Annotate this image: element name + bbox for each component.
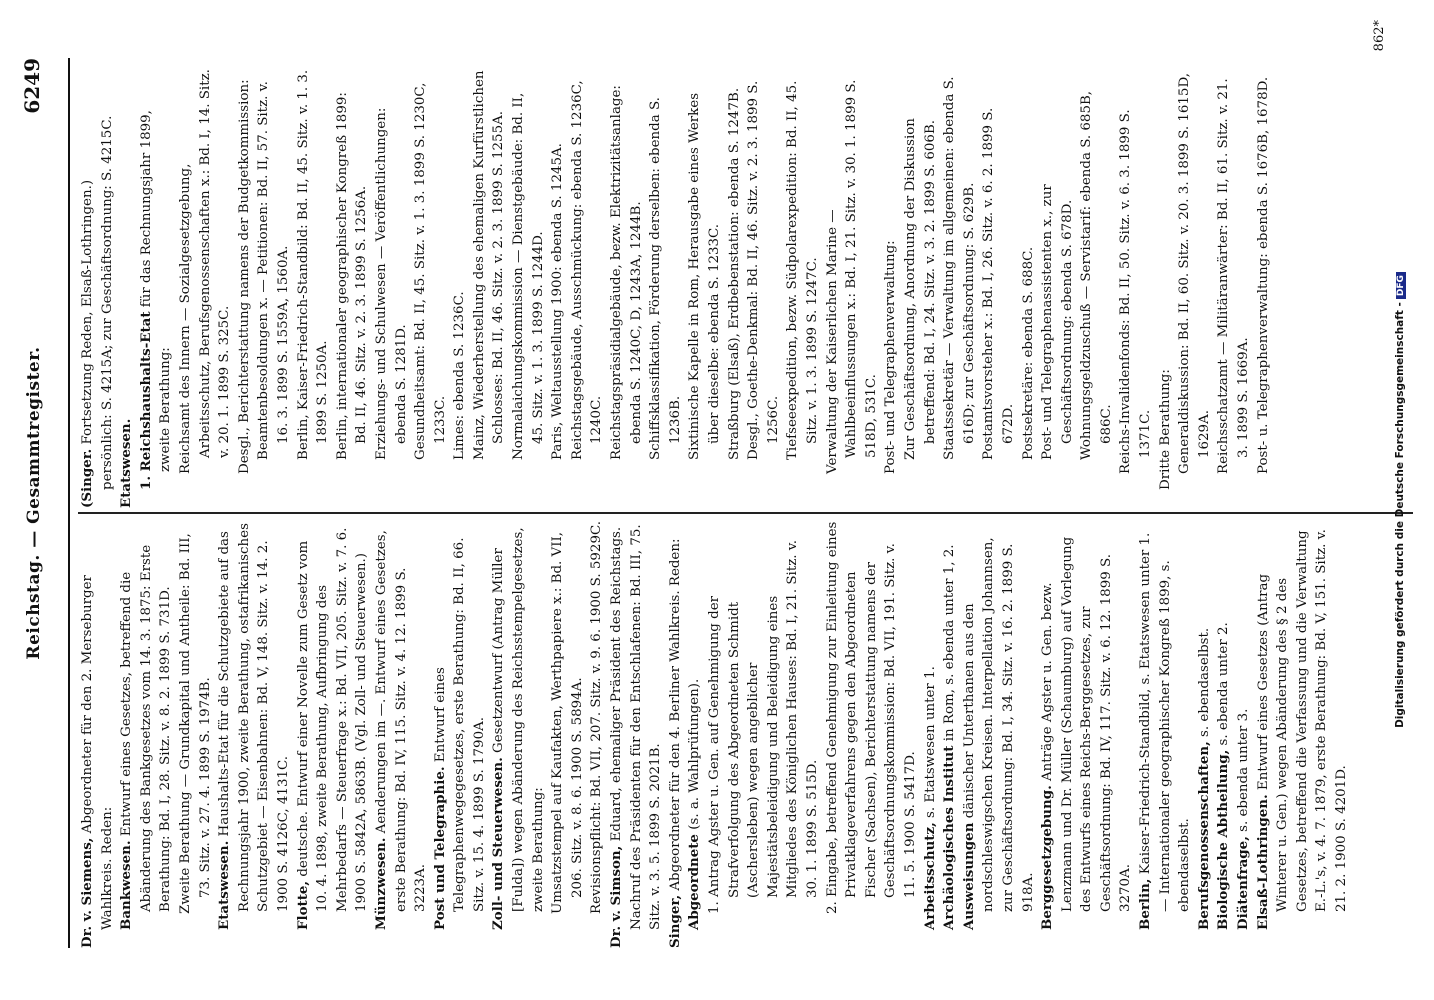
entry-text: Abgeordneter für den 4. Berliner Wahlkreis. Reden: (667, 538, 683, 891)
entry-text: s. Etatswesen unter 1. (922, 666, 938, 818)
entry-text: Reichstagspräsidialgebäude, bezw. Elektrizitätsanlage: ebenda S. 1240C, D, 1243A, 1244B. (609, 85, 644, 460)
entry-heading: Flotte, (294, 880, 311, 930)
index-entry (881, 68, 901, 508)
index-entry (470, 68, 509, 508)
entry-text: Wohnungsgeldzuschuß — Servistarif: ebenda S. 685B, 686C. (1079, 90, 1114, 460)
index-entry (744, 68, 783, 508)
index-entry (294, 68, 333, 508)
index-entry (607, 68, 646, 508)
entry-text: Normalaichungskommission — Dienstgebäude: Bd. II, 45. Sitz. v. 1. 3. 1899 S. 1244D. (511, 92, 546, 460)
entry-heading: Dr. v. Simson, (608, 845, 625, 948)
entry-text: Eduard, ehemaliger Präsident des Reichstags. Nachruf des Präsidenten für den Entschlafenen: Bd. III, 75. Sitz. v. 3. 5. 1899 S. 2021B. (609, 524, 664, 930)
entry-text: für das Rechnungsjahr 1899, zweite Berathung: (138, 110, 174, 472)
entry-heading: Bankwesen. (118, 840, 135, 930)
index-entry (568, 68, 607, 508)
index-entry (960, 520, 1038, 948)
entry-text: (s. a. Wahlprüfungen). (687, 678, 703, 830)
index-entry (431, 520, 490, 948)
digitization-note (1394, 4, 1406, 996)
index-entry (450, 68, 470, 508)
entry-text: Reichsamt des Innern — Sozialgesetzgebung, Arbeitsschutz, Berufsgenossenschaften x.: Bd. I, 14. Sitz. v. 20. 1. 1899 S. 325C. (177, 69, 233, 474)
index-entry (372, 520, 431, 948)
entry-text: Schiffsklassifikation, Förderung derselben: ebenda S. 1236B. (648, 97, 683, 460)
entry-text: Entwurf eines Gesetzes, betreffend die Abänderung des Bankgesetzes vom 14. 3. 1875: Erste Berathung: Bd. I, 28. Sitz. v. 8. 2. 1899 S. 731D. (119, 544, 174, 912)
index-entry (117, 68, 137, 508)
dfg-logo: DFG (1396, 272, 1406, 299)
index-entry (705, 520, 823, 948)
index-entry (1038, 68, 1077, 508)
entry-heading: Post und Telegraphie. (431, 766, 448, 930)
index-entry (372, 68, 411, 508)
entry-text: Reichstagsgebäude, Ausschmückung: ebenda S. 1236C, 1240C. (569, 80, 605, 460)
entry-text: Beamtenbesoldungen x. — Petitionen: Bd. II, 57. Sitz. v. 16. 3. 1899 S. 1559A, 1560A. (256, 81, 291, 460)
entry-heading: Zoll- und Steuerwesen. (490, 757, 507, 930)
index-entry (607, 520, 666, 948)
index-entry (117, 520, 176, 948)
index-entry (725, 68, 745, 508)
entry-text: Zur Geschäftsordnung, Anordnung der Diskussion betreffend: Bd. I, 24. Sitz. v. 3. 2. 1899 S. 606B. (902, 118, 938, 460)
page-header (18, 58, 70, 948)
page-number: 6249 (20, 58, 44, 114)
index-entry (1038, 520, 1136, 948)
entry-heading: Berufsgenossenschaften, (1195, 741, 1212, 930)
entry-text: Post- und Telegraphenassistenten x., zur Geschäftsordnung: ebenda S. 678D. (1040, 184, 1075, 460)
entry-heading: Archäologisches Institut (941, 745, 958, 930)
index-entry (137, 68, 176, 508)
entry-text: Entwurf eines Gesetzes (Antrag Winterer u. Gen.) wegen Abänderung des § 2 des Gesetzes, betreffend die Verfassung und die Verwaltung E.-L.'s, v. 4. 7. 1879, erste Berathung: Bd. V, 151. Sitz. v. 21. 2. 1900 S. 4201D. (1255, 529, 1349, 912)
entry-text: Verwaltung der Kaiserlichen Marine — Wahlbeeinflussungen x.: Bd. I, 21. Sitz. v. 30. 1. 1899 S. 518D, 531C. (824, 79, 879, 474)
page-title: Reichstag. — Gesammtregister. (24, 346, 44, 660)
entry-heading: Diätenfrage, (1235, 836, 1252, 930)
entry-text: Gesetzentwurf (Antrag Müller [Fulda]) wegen Abänderung des Reichsstempelgesetzes, zweite Berathung: (491, 527, 546, 912)
digitization-text: Digitalisierung gefördert durch die Deutsche Forschungsgemeinschaft - (1394, 302, 1406, 728)
entry-text: Post- u. Telegraphenverwaltung: ebenda S. 1676B, 1678D. (1255, 76, 1271, 474)
entry-text: 2. Eingabe, betreffend Genehmigung zur Einleitung eines Privatklageverfahrens gegen den Abgeordneten Fischer (Sachsen), Berichterstattung namens der Geschäftsordnungskommission: Bd. VII, 191. Sitz. v. 11. 5. 1900 S. 5417D. (824, 521, 918, 914)
index-entry (176, 68, 235, 508)
index-entry (1136, 520, 1195, 948)
entry-text: Zweite Berathung — Grundkapital und Antheile: Bd. III, 73. Sitz. v. 27. 4. 1899 S. 1974B. (177, 533, 213, 914)
entry-text: Aenderungen im —. Entwurf eines Gesetzes, erste Berathung: Bd. IV, 115. Sitz. v. 4. 12. 1899 S. 3223A. (373, 530, 429, 912)
entry-text: Umsatzstempel auf Kaufakten, Werthpapiere x.: Bd. VII, 206. Sitz. v. 8. 6. 1900 S. 5894A. (550, 531, 585, 914)
entry-heading: Etatswesen. (118, 418, 135, 508)
index-entry (587, 520, 607, 948)
entry-text: s. ebenda unter 3. (1236, 708, 1252, 832)
entry-text: Straßburg (Elsaß), Erdbebenstation: ebenda S. 1247B. (726, 87, 742, 460)
entry-heading: (Singer. (79, 448, 95, 508)
entry-text: Postsekretäre: ebenda S. 688C. (1020, 246, 1036, 460)
index-entry (509, 68, 548, 508)
entry-text: deutsche. Entwurf einer Novelle zum Gesetz vom 10. 4. 1898, zweite Berathung, Aufbringung des Mehrbedarfs — Steuerfrage x.: Bd. VII, 205. Sitz. v. 7. 6. 1900 S. 5842A, 5863B. (Vgl. Zoll- und Steuerwesen.) (295, 527, 370, 912)
entry-heading: Berggesetzgebung. (1039, 785, 1056, 930)
index-entry (1019, 68, 1039, 508)
entry-text: Tiefseeexpedition, bezw. Südpolarexpedition: Bd. II, 45. Sitz. v. 1. 3. 1899 S. 1247C. (785, 80, 820, 460)
entry-text: persönlich: S. 4215A; zur Geschäftsordnung: S. 4215C. (99, 115, 115, 490)
index-entry (783, 68, 822, 508)
entry-heading: 1. Reichshaushalts-Etat (137, 311, 154, 490)
index-entry (979, 68, 1018, 508)
entry-heading: Dr. v. Siemens, (79, 837, 95, 948)
index-entry (489, 520, 548, 948)
index-entry (548, 520, 587, 948)
entry-text: Desgl., Goethe-Denkmal: Bd. II, 46. Sitz. v. 2. 3. 1899 S. 1256C. (746, 80, 781, 460)
entry-text: Staatssekretär — Verwaltung im allgemeinen: ebenda S. 616D; zur Geschäftsordnung: S. 629B. (942, 76, 977, 460)
index-entry (176, 520, 215, 948)
index-entry (98, 68, 118, 508)
index-entry (215, 520, 293, 948)
entry-text: Revisionspflicht: Bd. VII, 207. Sitz. v. 9. 6. 1900 S. 5929C. (589, 521, 605, 914)
index-entry (78, 520, 117, 948)
index-entry (666, 520, 686, 948)
entry-text: Berlin, Kaiser-Friedrich-Standbild: Bd. II, 45. Sitz. v. 1. 3. 1899 S. 1250A. (295, 69, 331, 460)
entry-heading: Münzwesen. (372, 837, 389, 930)
entry-text: in Rom, s. ebenda unter 1, 2. (942, 544, 958, 742)
entry-text: Sixtinische Kapelle in Rom, Herausgabe eines Werkes über dieselbe: ebenda S. 1233C. (687, 92, 722, 460)
entry-text: Kaiser-Friedrich-Standbild, s. Etatswesen unter 1. — Internationaler geographischer Kongreß 1899, s. ebendaselbst. (1138, 532, 1193, 912)
index-entry (940, 68, 979, 508)
entry-heading: Biologische Abtheilung, (1215, 749, 1232, 930)
entry-heading: Elsaß-Lothringen. (1254, 794, 1271, 930)
entry-text: Fortsetzung Reden, Elsaß-Lothringen.) (80, 179, 95, 445)
index-entry (1214, 68, 1253, 508)
entry-text: Haushalts-Etat für die Schutzgebiete auf das Rechnungsjahr 1900, zweite Berathung, ostafrikanisches Schutzgebiet — Eisenbahnen: Bd. V, 148. Sitz. v. 14. 2. 1900 S. 4126C, 4131C. (217, 523, 291, 912)
entry-text: Reichs-Invalidenfonds: Bd. II, 50. Sitz. v. 6. 3. 1899 S. 1371C. (1118, 109, 1154, 474)
index-entry (1116, 68, 1155, 508)
index-entry (1234, 520, 1254, 948)
entry-text: Generaldiskussion: Bd. II, 60. Sitz. v. 20. 3. 1899 S. 1615D, 1629A. (1177, 73, 1212, 474)
index-entry (823, 68, 882, 508)
entry-text: Postamtsvorsteher x.: Bd. I, 26. Sitz. v. 6. 2. 1899 S. 672D. (981, 107, 1016, 460)
entry-text: Erziehungs- und Schulwesen — Veröffentlichungen: ebenda S. 1281D. (373, 107, 409, 460)
entry-text: Berlin, internationaler geographischer Kongreß 1899: Bd. II, 46. Sitz. v. 2. 3. 1899 S. 1256A. (334, 92, 370, 460)
index-entry (1195, 520, 1215, 948)
index-entry (548, 68, 568, 508)
index-entry (921, 520, 941, 948)
index-entry (685, 520, 705, 948)
index-entry (294, 520, 372, 948)
entry-heading: Berlin, (1137, 878, 1154, 930)
index-entry (1077, 68, 1116, 508)
index-entry (1254, 68, 1274, 508)
index-entry (685, 68, 724, 508)
entry-text: 1. Antrag Agster u. Gen. auf Genehmigung der Strafverfolgung des Abgeordneten Schmidt (Aschersleben) wegen angeblicher Majestätsbeleidigung und Beleidigung eines Mitgliedes des Königlichen Hauses: Bd. I, 21. Sitz. v. 30. 1. 1899 S. 515D. (707, 539, 820, 914)
entry-text: Abgeordneter für den 2. Merseburger Wahlkreis. Reden: (80, 575, 115, 930)
index-entry (823, 520, 921, 948)
entry-heading: Ausweisungen (960, 822, 977, 930)
entry-heading: Arbeitsschutz, (921, 822, 938, 930)
index-entry (235, 68, 255, 508)
entry-text: Anträge Agster u. Gen. bezw. Lenzmann und Dr. Müller (Schaumburg) auf Vorlegung des Entwurfs eines Reichs-Berggesetzes, zur Geschäftsordnung: Bd. IV, 117. Sitz. v. 6. 12. 1899 S. 3270A. (1040, 536, 1134, 912)
entry-text: Entwurf eines Telegraphenwegegesetzes, erste Berathung: Bd. II, 66. Sitz. v. 15. 4. 1899 S. 1790A. (432, 537, 487, 912)
entry-text: s. ebenda unter 2. (1216, 622, 1232, 746)
entry-text: Dritte Berathung: (1157, 369, 1173, 490)
entry-text: Paris, Weltausstellung 1900: ebenda S. 1245A. (550, 143, 566, 460)
entry-text: Mainz, Wiederherstellung des ehemaligen Kurfürstlichen Schlosses: Bd. II, 46. Sitz. v. 2. 3. 1899 S. 1255A. (471, 70, 507, 460)
index-entry (901, 68, 940, 508)
sheet-number: 862* (1372, 20, 1387, 52)
entry-text: Post- und Telegraphenverwaltung: (883, 240, 899, 474)
index-entry (78, 68, 98, 508)
index-entry (254, 68, 293, 508)
entry-heading: Singer, (666, 894, 683, 948)
entry-text: Desgl., Berichterstattung namens der Budgetkommission: (236, 79, 252, 474)
entry-text: Reichsschatzamt — Militäranwärter: Bd. II, 61. Sitz. v. 21. 3. 1899 S. 1669A. (1216, 78, 1252, 474)
index-entry (1254, 520, 1352, 948)
entry-text: dänischer Unterthanen aus den nordschleswigschen Kreisen. Interpellation Johannsen, zur Geschäftsordnung: Bd. I, 34. Sitz. v. 16. 2. 1899 S. 918A. (961, 537, 1036, 912)
right-column (78, 68, 1273, 508)
entry-text: Limes: ebenda S. 1236C. (452, 291, 468, 460)
index-entry (1156, 68, 1176, 508)
index-entry (1214, 520, 1234, 948)
entry-heading: Abgeordnete (686, 834, 703, 930)
index-entry (1175, 68, 1214, 508)
entry-heading: Etatswesen. (216, 840, 233, 930)
index-entry (333, 68, 372, 508)
left-column (78, 520, 1352, 948)
entry-text: Gesundheitsamt: Bd. II, 45. Sitz. v. 1. 3. 1899 S. 1230C, 1233C. (413, 82, 448, 460)
index-entry (940, 520, 960, 948)
index-entry (646, 68, 685, 508)
column-divider (78, 512, 1413, 514)
entry-text: s. ebendaselbst. (1196, 627, 1212, 737)
index-entry (411, 68, 450, 508)
